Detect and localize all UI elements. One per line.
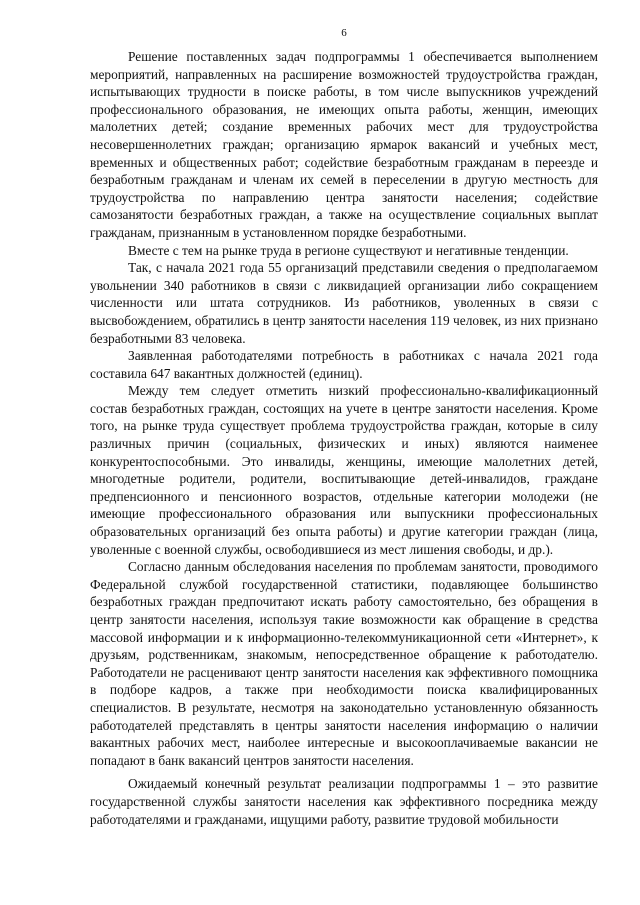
- paragraph-tasks-solution: Решение поставленных задач подпрограммы 1 обеспечивается выполнением мероприятий, направленных на расширение возможностей трудоустройства граждан, испытывающих трудности в поиске работы, в том числе выпускников учреждений профессионального образования, не имеющих опыта работы, женщин, имеющих малолетних детей; создание временных рабочих мест для трудоустройства несовершеннолетних граждан; организацию ярмарок вакансий и учебных мест, временных и общественных работ; содействие безработным гражданам в переезде и безработным гражданам и членам их семей в переселении в другую местность для трудоустройства по направлению центра занятости населения; содействие самозанятости безработных граждан, а также на осуществление социальных выплат гражданам, признанным в установленном порядке безработными.: [90, 49, 598, 240]
- paragraph-qualification: Между тем следует отметить низкий профессионально-квалификационный состав безработных граждан, состоящих на учете в центре занятости населения. Кроме того, на рынке труда существует проблема трудоустройства граждан, которые в силу различных причин (социальных, физических и иных) являются наименее конкурентоспособными. Это инвалиды, женщины, имеющие малолетних детей, многодетные родители, родители, воспитывающие детей-инвалидов, граждане предпенсионного и пенсионного возрастов, отдельные категории молодежи (не имеющие профессионального образования или выпускники профессиональных образовательных организаций без опыта работы) и другие категории граждан (лица, уволенные с военной службы, освободившиеся из мест лишения свободы, и др.).: [90, 383, 598, 557]
- document-body: [90, 48, 598, 828]
- paragraph-survey: Согласно данным обследования населения по проблемам занятости, проводимого Федеральной службой государственной статистики, подавляющее большинство безработных граждан предпочитают искать работу самостоятельно, без обращения в центр занятости населения, используя такие возможности как обращение в средства массовой информации и к информационно-телекоммуникационной сети «Интернет», к друзьям, родственникам, знакомым, непосредственное обращение к работодателю. Работодатели не расценивают центр занятости населения как эффективного помощника в подборе кадров, а также при необходимости поиска квалифицированных специалистов. В результате, несмотря на законодательно установленную обязанность работодателей представлять в центры занятости населения информацию о наличии вакантных рабочих мест, наиболее интересные и высокооплачиваемые вакансии не попадают в банк вакансий центров занятости населения.: [90, 559, 598, 768]
- paragraph-vacancies: Заявленная работодателями потребность в работниках с начала 2021 года составила 647 вакантных должностей (единиц).: [90, 348, 598, 381]
- paragraph-negative-trends: Вместе с тем на рынке труда в регионе существуют и негативные тенденции.: [128, 242, 569, 258]
- paragraph-expected-result: Ожидаемый конечный результат реализации подпрограммы 1 – это развитие государственной службы занятости населения как эффективного посредника между работодателями и гражданами, ищущими работу, развитие трудовой мобильности: [90, 776, 598, 827]
- page-number: 6: [341, 27, 347, 39]
- paragraph-layoffs: Так, с начала 2021 года 55 организаций представили сведения о предполагаемом увольнении 340 работников в связи с ликвидацией организации либо сокращением численности или штата сотрудников. Из работников, уволенных в связи с высвобождением, обратились в центр занятости населения 119 человек, из них признано безработными 83 человека.: [90, 260, 598, 346]
